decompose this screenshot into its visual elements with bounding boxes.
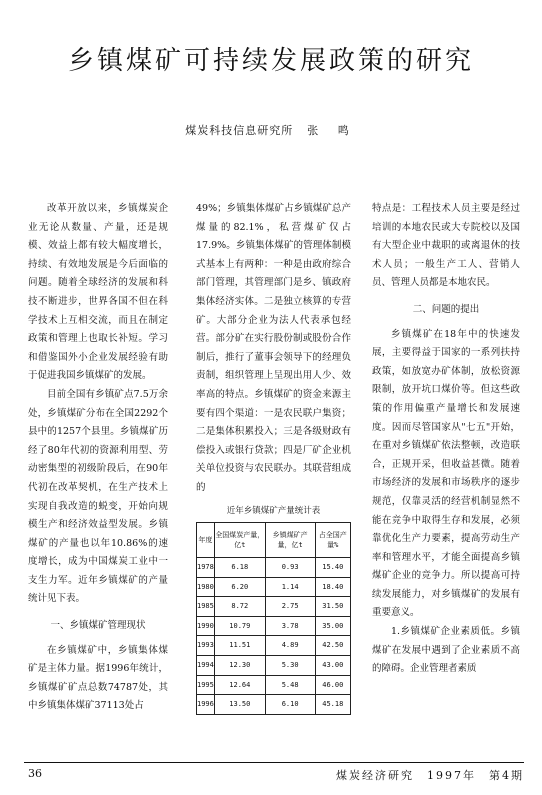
table-cell: 18.40 (315, 577, 350, 597)
table-cell: 8.72 (214, 597, 265, 617)
footer-rule (24, 762, 524, 763)
table-row (197, 558, 351, 578)
column-1 (28, 200, 168, 716)
table-caption: 近年乡镇煤矿产量统计表 (226, 505, 321, 516)
table-row (197, 577, 351, 597)
author-name: 张 鸣 (307, 124, 357, 137)
table-cell: 1.14 (265, 577, 315, 597)
table-cell: 2.75 (265, 597, 315, 617)
table-row (197, 636, 351, 656)
table-cell: 4.89 (265, 636, 315, 656)
section-heading: 二、问题的提出 (412, 303, 480, 315)
paragraph: 1.乡镇煤矿企业素质低。乡镇煤矿在发展中遇到了企业素质不高的障碍。企业管理者素质 (372, 626, 520, 675)
table-cell: 42.50 (315, 636, 350, 656)
table-cell: 13.50 (214, 695, 265, 715)
section-heading: 一、乡镇煤矿管理现状 (50, 620, 146, 632)
page-number: 36 (28, 767, 42, 780)
table-cell: 1994 (197, 656, 215, 676)
table-cell: 45.18 (315, 695, 350, 715)
table-cell: 35.00 (315, 616, 350, 636)
table-row (197, 616, 351, 636)
paragraph: 在乡镇煤矿中，乡镇集体煤矿是主体力量。据1996年统计，乡镇煤矿矿点总数74787处，其中乡镇集体煤矿37113处占 (28, 644, 168, 712)
paragraph: 改革开放以来，乡镇煤炭企业无论从数量、产量，还是规模、效益上都有较大幅度增长，持续、有效地发展是今后面临的问题。随着全球经济的发展和科技不断进步，世界各国不但在科学技术上互相交流，而且在制定政策和管理上也取长补短。学习和借鉴国外小企业发展经验有助于促进我国乡镇煤矿的发展。 (28, 203, 168, 382)
table-cell: 43.00 (315, 656, 350, 676)
table-row (197, 656, 351, 676)
table-cell: 6.10 (265, 695, 315, 715)
header-year: 年度 (197, 523, 215, 558)
affiliation: 煤炭科技信息研究所 (185, 124, 294, 137)
production-table (196, 522, 351, 715)
table-cell: 1993 (197, 636, 215, 656)
table-body (197, 558, 351, 715)
table-cell: 31.50 (315, 597, 350, 617)
table-cell: 1985 (197, 597, 215, 617)
table-cell: 3.78 (265, 616, 315, 636)
table-cell: 6.18 (214, 558, 265, 578)
table-cell: 0.93 (265, 558, 315, 578)
author-line (0, 122, 542, 138)
table-cell: 46.00 (315, 675, 350, 695)
table-cell: 5.48 (265, 675, 315, 695)
article-title: 乡镇煤矿可持续发展政策的研究 (67, 46, 474, 76)
table-cell: 1995 (197, 675, 215, 695)
table-cell: 5.30 (265, 656, 315, 676)
paragraph: 49%；乡镇集体煤矿占乡镇煤矿总产煤量的82.1%，私营煤矿仅占17.9%。乡镇集体煤矿的管理体制模式基本上有两种：一种是由政府综合部门管理，其管理部门是乡、镇政府集体经济实体。二是独立核算的专营矿。大部分企业为法人代表承包经营。部分矿在实行股份制或股份合作制后，推行了董事会领导下的经理负责制，组织管理上呈现出用人少、效率高的特点。乡镇煤矿的资金来源主要有四个渠道：一是农民联户集资；二是集体积累投入；三是各级财政有偿投入或银行贷款；四是厂矿企业机关单位投资与农民联办。其联营组成的 (196, 203, 351, 493)
paragraph: 特点是：工程技术人员主要是经过培训的本地农民或大专院校以及国有大型企业中裁职的或离退休的技术人员；一般生产工人、营销人员、管理人员都是本地农民。 (372, 203, 520, 289)
header-national-output: 全国煤炭产量，亿t (214, 523, 265, 558)
journal-info: 煤炭经济研究 1997年 第4期 (336, 769, 524, 782)
column-3 (372, 200, 520, 679)
header-share: 占全国产量% (315, 523, 350, 558)
table-cell: 1978 (197, 558, 215, 578)
table-row (197, 597, 351, 617)
table-row (197, 675, 351, 695)
table-cell: 11.51 (214, 636, 265, 656)
table-header-row (197, 523, 351, 558)
table-cell: 6.20 (214, 577, 265, 597)
paragraph: 乡镇煤矿在18年中的快速发展，主要得益于国家的一系列扶持政策，如放宽办矿体制，放松资源限制，放开坑口煤价等。但这些政策的作用偏重产量增长和发展速度。因而尽管国家从"七五"开始，在重对乡镇煤矿依法整顿，改造联合，正规开采，但收益甚微。随着市场经济的发展和市场秩序的逐步规范，仅靠灵活的经营机制显然不能在竞争中取得生存和发展，必须靠优化生产力要素，提高劳动生产率和管理水平，才能全面提高乡镇煤矿企业的竞争力。所以提高可持续发展能力，对乡镇煤矿的发展有重要意义。 (372, 328, 520, 619)
table-cell: 1990 (197, 616, 215, 636)
header-township-output: 乡镇煤矿产量，亿t (265, 523, 315, 558)
table-cell: 15.40 (315, 558, 350, 578)
column-2 (196, 200, 351, 715)
table-cell: 1980 (197, 577, 215, 597)
table-cell: 1996 (197, 695, 215, 715)
paragraph: 目前全国有乡镇矿点7.5万余处，乡镇煤矿分布在全国2292个县中的1257个县里。乡镇煤矿历经了80年代初的资源利用型、劳动密集型的初级阶段后，在90年代初在改革契机，在生产技术上实现自我改造的蜕变，开始向规模生产和经济效益型发展。乡镇煤矿的产量也以年10.86%的速度增长，成为中国煤炭工业中一支生力军。近年乡镇煤矿的产量统计见下表。 (28, 388, 168, 605)
table-cell: 12.30 (214, 656, 265, 676)
table-cell: 10.79 (214, 616, 265, 636)
table-row (197, 695, 351, 715)
table-cell: 12.64 (214, 675, 265, 695)
